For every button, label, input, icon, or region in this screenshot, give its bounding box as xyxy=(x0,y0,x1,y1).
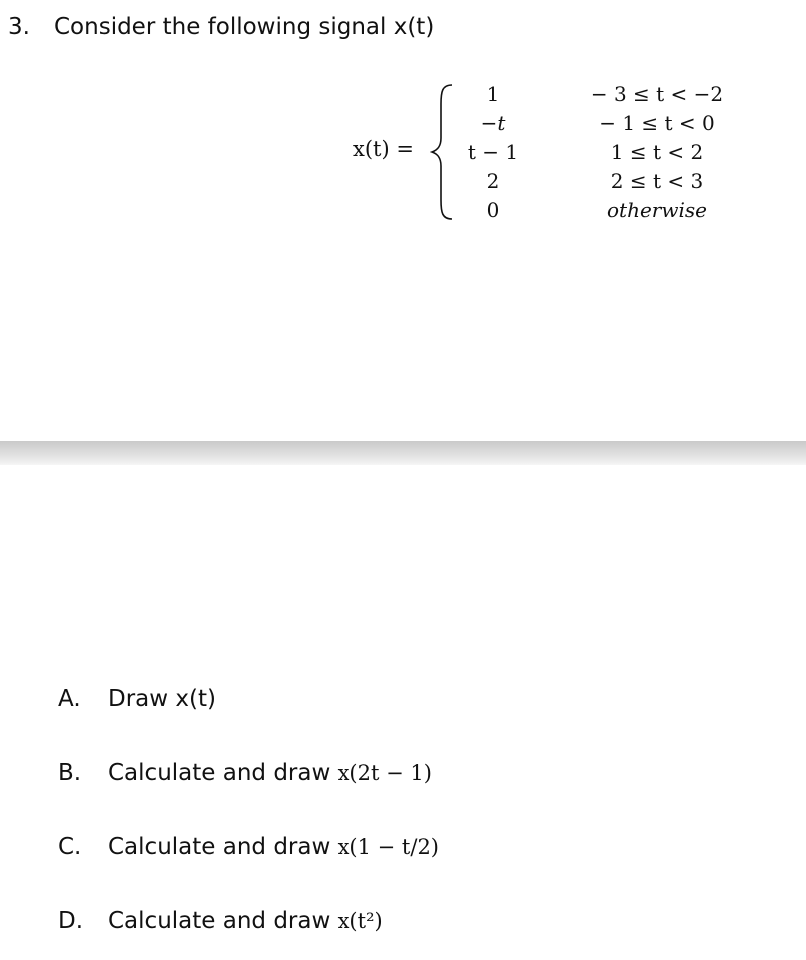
part-a xyxy=(58,686,216,712)
part-text: Calculate and draw xyxy=(108,834,338,860)
part-d xyxy=(58,908,383,934)
part-letter: C. xyxy=(58,834,82,860)
part-math: x(t²) xyxy=(337,909,383,933)
part-math: x(1 − t/2) xyxy=(337,835,440,859)
case-values xyxy=(455,80,531,225)
case-condition: − 1 ≤ t < 0 xyxy=(599,111,715,135)
case-condition: otherwise xyxy=(607,198,707,222)
case-conditions xyxy=(572,80,742,225)
question-number: 3. xyxy=(8,14,30,40)
question-text: Consider the following signal x(t) xyxy=(54,14,435,40)
part-b xyxy=(58,760,432,786)
case-value: t − 1 xyxy=(467,140,519,164)
part-text: Draw x(t) xyxy=(108,686,216,712)
case-condition: 2 ≤ t < 3 xyxy=(610,169,704,193)
part-math: x(2t − 1) xyxy=(337,761,432,785)
part-text: Calculate and draw xyxy=(108,908,338,934)
case-condition: 1 ≤ t < 2 xyxy=(610,140,704,164)
case-condition: − 3 ≤ t < −2 xyxy=(590,82,724,106)
equation-lhs: x(t) = xyxy=(353,137,414,161)
part-text: Calculate and draw xyxy=(108,760,338,786)
part-letter: D. xyxy=(58,908,84,934)
question-title xyxy=(8,14,434,40)
part-c xyxy=(58,834,439,860)
case-value: 1 xyxy=(486,82,500,106)
section-divider xyxy=(0,441,806,465)
part-letter: A. xyxy=(58,686,81,712)
case-value: −t xyxy=(480,111,506,135)
case-value: 0 xyxy=(486,198,500,222)
part-letter: B. xyxy=(58,760,82,786)
case-value: 2 xyxy=(486,169,500,193)
